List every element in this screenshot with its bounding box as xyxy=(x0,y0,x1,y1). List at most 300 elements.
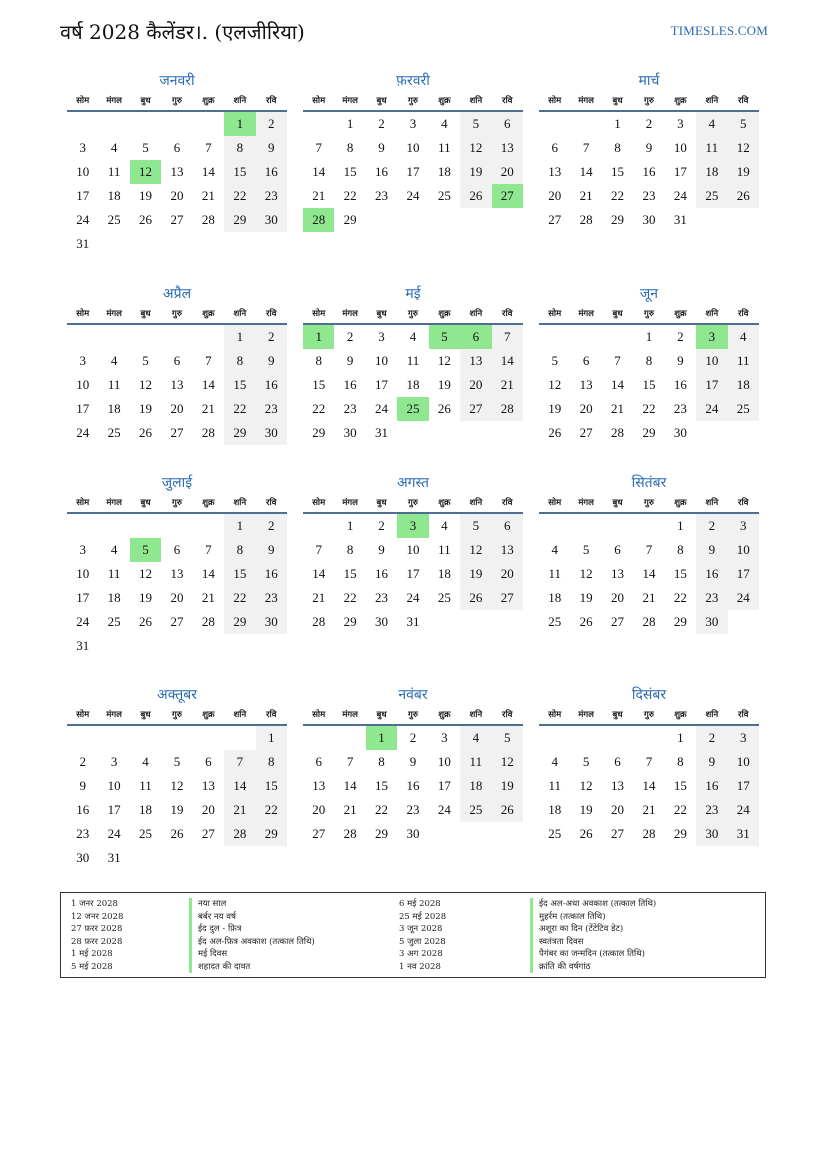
day-cell: 18 xyxy=(437,566,451,581)
day-cell: 20 xyxy=(492,160,523,184)
day-cell: 27 xyxy=(492,586,523,610)
day-cell: 10 xyxy=(728,750,759,774)
day-cell: 14 xyxy=(312,164,326,179)
day-cell: 12 xyxy=(437,353,451,368)
day-cell: 30 xyxy=(696,610,727,634)
weekday-label: शुक्र xyxy=(674,96,687,106)
day-cell: 21 xyxy=(224,798,255,822)
day-cell: 19 xyxy=(460,562,491,586)
day-cell: 15 xyxy=(673,566,687,581)
day-cell: 27 xyxy=(170,212,184,227)
day-cell: 14 xyxy=(201,164,215,179)
day-cell: 24 xyxy=(728,586,759,610)
day-cell: 6 xyxy=(173,353,181,368)
day-cell: 7 xyxy=(315,140,322,155)
day-cell: 9 xyxy=(256,349,287,373)
day-cell: 24 xyxy=(375,401,389,416)
month-block xyxy=(67,70,287,256)
empty-day-cell xyxy=(98,726,129,750)
month-block xyxy=(67,684,287,870)
day-cell: 1 xyxy=(645,329,653,344)
weekday-label: सोम xyxy=(312,498,326,508)
day-cell: 22 xyxy=(343,590,357,605)
weekday-label: सोम xyxy=(548,96,562,106)
day-cell: 17 xyxy=(728,562,759,586)
day-cell: 15 xyxy=(256,774,287,798)
day-cell: 30 xyxy=(343,425,357,440)
day-cell: 1 xyxy=(256,726,287,750)
day-cell: 25 xyxy=(437,590,451,605)
day-cell: 25 xyxy=(437,188,451,203)
month-name: जुलाई xyxy=(161,475,193,491)
weekday-label: गुरु xyxy=(644,96,654,106)
day-cell: 8 xyxy=(645,353,653,368)
day-cell: 15 xyxy=(673,778,687,793)
day-cell: 20 xyxy=(611,590,625,605)
weekday-header xyxy=(303,92,523,112)
empty-day-cell xyxy=(67,514,98,538)
day-cell: 20 xyxy=(201,802,215,817)
day-cell: 12 xyxy=(460,538,491,562)
day-cell: 28 xyxy=(642,614,656,629)
empty-day-cell xyxy=(570,514,601,538)
day-cell: 7 xyxy=(205,353,212,368)
weekday-label: गुरु xyxy=(172,710,182,720)
day-cell: 27 xyxy=(611,614,625,629)
day-cell: 14 xyxy=(579,164,593,179)
holiday-day-cell: 25 xyxy=(397,397,428,421)
empty-day-cell xyxy=(98,325,129,349)
weekday-label: गुरु xyxy=(644,710,654,720)
weekday-label: मंगल xyxy=(342,96,358,106)
day-cell: 11 xyxy=(139,778,152,793)
day-cell: 18 xyxy=(437,164,451,179)
legend-holiday-name: अशूरा का दिन (टेंटेटिव डेट) xyxy=(530,923,623,936)
day-cell: 23 xyxy=(76,826,90,841)
weekday-header xyxy=(539,494,759,514)
day-cell: 31 xyxy=(76,236,90,251)
day-cell: 17 xyxy=(76,401,90,416)
day-cell: 29 xyxy=(343,614,357,629)
day-cell: 16 xyxy=(406,778,420,793)
holiday-day-cell: 6 xyxy=(460,325,491,349)
weekday-label: रवि xyxy=(738,710,749,720)
day-cell: 17 xyxy=(673,164,687,179)
legend-holiday-name: बर्बर नय वर्ष xyxy=(189,911,236,924)
day-cell: 7 xyxy=(645,754,653,769)
weekday-header xyxy=(67,706,287,726)
day-cell: 31 xyxy=(673,212,687,227)
day-cell: 29 xyxy=(312,425,326,440)
month-name: अप्रैल xyxy=(162,286,192,302)
day-cell: 11 xyxy=(438,542,451,557)
day-cell: 14 xyxy=(642,778,656,793)
day-cell: 16 xyxy=(76,802,90,817)
day-cell: 4 xyxy=(460,726,491,750)
weekday-label: मंगल xyxy=(342,498,358,508)
day-cell: 17 xyxy=(696,373,727,397)
day-cell: 26 xyxy=(579,826,593,841)
day-cell: 2 xyxy=(677,329,684,344)
day-cell: 12 xyxy=(139,377,153,392)
weekday-label: मंगल xyxy=(578,498,594,508)
weekday-label: रवि xyxy=(738,96,749,106)
day-cell: 9 xyxy=(696,538,727,562)
day-cell: 28 xyxy=(201,425,215,440)
days-grid xyxy=(303,112,523,232)
day-cell: 17 xyxy=(437,778,451,793)
weekday-header xyxy=(303,305,523,325)
month-name: जनवरी xyxy=(159,73,195,89)
day-cell: 20 xyxy=(312,802,326,817)
day-cell: 20 xyxy=(611,802,625,817)
holiday-day-cell: 5 xyxy=(429,325,460,349)
day-cell: 3 xyxy=(441,730,448,745)
weekday-label: रवि xyxy=(738,309,749,319)
day-cell: 21 xyxy=(201,401,215,416)
day-cell: 8 xyxy=(614,140,621,155)
weekday-label: शनि xyxy=(233,309,247,319)
day-cell: 2 xyxy=(256,112,287,136)
day-cell: 11 xyxy=(406,353,420,368)
day-cell: 18 xyxy=(460,774,491,798)
day-cell: 20 xyxy=(170,188,184,203)
weekday-label: गुरु xyxy=(408,498,418,508)
day-cell: 30 xyxy=(642,212,656,227)
month-name: फ़रवरी xyxy=(396,73,430,89)
weekday-label: सोम xyxy=(76,309,90,319)
empty-day-cell xyxy=(539,726,570,750)
day-cell: 4 xyxy=(696,112,727,136)
day-cell: 8 xyxy=(677,542,684,557)
weekday-label: गुरु xyxy=(172,96,182,106)
holiday-day-cell: 28 xyxy=(303,208,334,232)
weekday-label: शनि xyxy=(705,710,719,720)
day-cell: 7 xyxy=(224,750,255,774)
days-grid xyxy=(539,112,759,232)
day-cell: 25 xyxy=(696,184,727,208)
day-cell: 10 xyxy=(728,538,759,562)
day-cell: 21 xyxy=(579,188,593,203)
weekday-label: गुरु xyxy=(408,96,418,106)
day-cell: 8 xyxy=(346,542,354,557)
weekday-label: बुध xyxy=(376,710,387,720)
day-cell: 19 xyxy=(139,401,153,416)
day-cell: 23 xyxy=(696,586,727,610)
day-cell: 27 xyxy=(170,614,184,629)
empty-day-cell xyxy=(193,325,224,349)
day-cell: 29 xyxy=(673,614,687,629)
day-cell: 20 xyxy=(548,188,562,203)
day-cell: 9 xyxy=(696,750,727,774)
day-cell: 22 xyxy=(256,798,287,822)
day-cell: 12 xyxy=(579,566,593,581)
day-cell: 15 xyxy=(224,160,255,184)
day-cell: 11 xyxy=(696,136,727,160)
day-cell: 19 xyxy=(437,377,451,392)
empty-day-cell xyxy=(130,726,161,750)
day-cell: 17 xyxy=(76,188,90,203)
weekday-label: सोम xyxy=(548,498,562,508)
legend-holiday-name: ईद अल-फ़ित्र अवकाश (तत्काल तिथि) xyxy=(189,936,315,949)
day-cell: 10 xyxy=(375,353,389,368)
month-block xyxy=(303,70,523,232)
day-cell: 17 xyxy=(375,377,389,392)
day-cell: 10 xyxy=(673,140,687,155)
day-cell: 30 xyxy=(76,850,90,865)
day-cell: 14 xyxy=(224,774,255,798)
weekday-label: शुक्र xyxy=(674,309,687,319)
day-cell: 7 xyxy=(614,353,621,368)
day-cell: 15 xyxy=(224,373,255,397)
site-link[interactable]: TIMESLES.COM xyxy=(670,23,768,38)
day-cell: 15 xyxy=(642,377,656,392)
day-cell: 7 xyxy=(645,542,653,557)
day-cell: 26 xyxy=(139,212,153,227)
day-cell: 26 xyxy=(437,401,451,416)
days-grid xyxy=(67,112,287,256)
day-cell: 29 xyxy=(642,425,656,440)
legend-holiday-name: पैगंबर का जन्मदिन (तत्काल तिथि) xyxy=(530,948,645,961)
day-cell: 22 xyxy=(642,401,656,416)
day-cell: 21 xyxy=(492,373,523,397)
month-name: सितंबर xyxy=(631,475,667,491)
days-grid xyxy=(303,325,523,445)
day-cell: 21 xyxy=(642,590,656,605)
day-cell: 12 xyxy=(579,778,593,793)
empty-day-cell xyxy=(98,514,129,538)
day-cell: 28 xyxy=(343,826,357,841)
day-cell: 26 xyxy=(139,425,153,440)
day-cell: 4 xyxy=(441,116,448,131)
day-cell: 5 xyxy=(142,353,149,368)
day-cell: 5 xyxy=(492,726,523,750)
day-cell: 3 xyxy=(677,116,684,131)
day-cell: 6 xyxy=(173,140,181,155)
day-cell: 29 xyxy=(224,208,255,232)
day-cell: 3 xyxy=(110,754,118,769)
legend-holiday-name: शहादत की दावत xyxy=(189,961,250,974)
day-cell: 23 xyxy=(256,397,287,421)
month-block xyxy=(303,472,523,634)
day-cell: 6 xyxy=(492,112,523,136)
day-cell: 31 xyxy=(406,614,420,629)
legend-date: 5 जुला 2028 xyxy=(399,936,446,947)
day-cell: 21 xyxy=(611,401,625,416)
empty-day-cell xyxy=(161,325,192,349)
weekday-label: रवि xyxy=(266,96,277,106)
day-cell: 22 xyxy=(224,586,255,610)
day-cell: 14 xyxy=(312,566,326,581)
day-cell: 19 xyxy=(548,401,562,416)
day-cell: 3 xyxy=(378,329,385,344)
day-cell: 11 xyxy=(107,377,121,392)
day-cell: 29 xyxy=(343,212,357,227)
legend-date: 5 मई 2028 xyxy=(71,961,113,972)
legend-holiday-name: मुहर्रम (तत्काल तिथि) xyxy=(530,911,606,924)
weekday-label: सोम xyxy=(312,309,326,319)
day-cell: 13 xyxy=(312,778,326,793)
day-cell: 19 xyxy=(460,160,491,184)
day-cell: 28 xyxy=(224,822,255,846)
day-cell: 15 xyxy=(375,778,389,793)
weekday-header xyxy=(67,305,287,325)
day-cell: 9 xyxy=(346,353,354,368)
weekday-label: रवि xyxy=(502,498,513,508)
day-cell: 18 xyxy=(696,160,727,184)
month-name: अगस्त xyxy=(396,475,429,491)
day-cell: 17 xyxy=(107,802,121,817)
weekday-label: शनि xyxy=(469,710,483,720)
day-cell: 23 xyxy=(256,184,287,208)
day-cell: 30 xyxy=(256,610,287,634)
weekday-label: मंगल xyxy=(342,710,358,720)
day-cell: 11 xyxy=(438,140,451,155)
day-cell: 5 xyxy=(582,754,590,769)
day-cell: 25 xyxy=(728,397,759,421)
day-cell: 21 xyxy=(642,802,656,817)
legend-date: 3 अग 2028 xyxy=(399,949,443,959)
day-cell: 25 xyxy=(548,614,562,629)
day-cell: 25 xyxy=(548,826,562,841)
weekday-label: मंगल xyxy=(106,498,122,508)
day-cell: 10 xyxy=(696,349,727,373)
holiday-legend xyxy=(60,892,766,978)
day-cell: 17 xyxy=(728,774,759,798)
day-cell: 28 xyxy=(492,397,523,421)
day-cell: 10 xyxy=(406,542,420,557)
day-cell: 12 xyxy=(728,136,759,160)
empty-day-cell xyxy=(98,112,129,136)
weekday-label: बुध xyxy=(612,309,623,319)
day-cell: 28 xyxy=(642,826,656,841)
day-cell: 9 xyxy=(256,538,287,562)
day-cell: 16 xyxy=(375,566,389,581)
month-block xyxy=(539,70,759,232)
day-cell: 2 xyxy=(378,116,385,131)
day-cell: 28 xyxy=(579,212,593,227)
empty-day-cell xyxy=(67,112,98,136)
days-grid xyxy=(67,726,287,870)
day-cell: 8 xyxy=(315,353,322,368)
day-cell: 24 xyxy=(76,212,90,227)
day-cell: 8 xyxy=(224,136,255,160)
day-cell: 29 xyxy=(611,212,625,227)
day-cell: 31 xyxy=(76,638,90,653)
day-cell: 14 xyxy=(492,349,523,373)
empty-day-cell xyxy=(539,514,570,538)
day-cell: 28 xyxy=(201,212,215,227)
day-cell: 10 xyxy=(76,164,90,179)
day-cell: 2 xyxy=(409,730,417,745)
day-cell: 13 xyxy=(492,538,523,562)
day-cell: 10 xyxy=(107,778,121,793)
weekday-label: बुध xyxy=(140,498,151,508)
day-cell: 5 xyxy=(551,353,558,368)
day-cell: 17 xyxy=(406,164,420,179)
day-cell: 21 xyxy=(201,188,215,203)
empty-day-cell xyxy=(303,514,334,538)
day-cell: 23 xyxy=(696,798,727,822)
month-block xyxy=(539,283,759,445)
weekday-header xyxy=(67,92,287,112)
day-cell: 18 xyxy=(107,590,121,605)
weekday-label: मंगल xyxy=(578,309,594,319)
day-cell: 26 xyxy=(170,826,184,841)
holiday-day-cell: 27 xyxy=(492,184,523,208)
weekday-label: शुक्र xyxy=(674,498,687,508)
day-cell: 12 xyxy=(492,750,523,774)
empty-day-cell xyxy=(67,325,98,349)
days-grid xyxy=(67,514,287,658)
day-cell: 9 xyxy=(409,754,417,769)
empty-day-cell xyxy=(602,514,633,538)
day-cell: 2 xyxy=(378,518,385,533)
empty-day-cell xyxy=(161,726,192,750)
weekday-label: शुक्र xyxy=(438,96,451,106)
day-cell: 28 xyxy=(611,425,625,440)
day-cell: 9 xyxy=(645,140,653,155)
empty-day-cell xyxy=(67,726,98,750)
day-cell: 26 xyxy=(492,798,523,822)
day-cell: 13 xyxy=(170,164,184,179)
days-grid xyxy=(303,514,523,634)
day-cell: 22 xyxy=(673,802,687,817)
weekday-label: बुध xyxy=(140,309,151,319)
day-cell: 22 xyxy=(312,401,326,416)
empty-day-cell xyxy=(303,726,334,750)
day-cell: 25 xyxy=(460,798,491,822)
day-cell: 21 xyxy=(312,188,326,203)
day-cell: 15 xyxy=(224,562,255,586)
empty-day-cell xyxy=(570,726,601,750)
day-cell: 17 xyxy=(76,590,90,605)
weekday-label: मंगल xyxy=(578,710,594,720)
day-cell: 16 xyxy=(673,377,687,392)
month-block xyxy=(303,283,523,445)
empty-day-cell xyxy=(570,325,601,349)
day-cell: 4 xyxy=(142,754,149,769)
day-cell: 2 xyxy=(79,754,86,769)
day-cell: 7 xyxy=(205,140,212,155)
day-cell: 27 xyxy=(460,397,491,421)
day-cell: 3 xyxy=(79,140,86,155)
day-cell: 1 xyxy=(677,730,684,745)
day-cell: 8 xyxy=(346,140,354,155)
day-cell: 10 xyxy=(76,566,90,581)
day-cell: 24 xyxy=(76,614,90,629)
day-cell: 1 xyxy=(346,518,354,533)
day-cell: 30 xyxy=(256,208,287,232)
day-cell: 10 xyxy=(406,140,420,155)
day-cell: 11 xyxy=(107,566,121,581)
day-cell: 18 xyxy=(548,802,562,817)
legend-holiday-name: ईद दुल - फ़ित्र xyxy=(189,923,241,936)
legend-date: 25 मई 2028 xyxy=(399,911,447,922)
day-cell: 19 xyxy=(139,590,153,605)
day-cell: 8 xyxy=(224,349,255,373)
day-cell: 30 xyxy=(256,421,287,445)
day-cell: 26 xyxy=(460,586,491,610)
day-cell: 14 xyxy=(642,566,656,581)
day-cell: 14 xyxy=(611,377,625,392)
day-cell: 16 xyxy=(256,562,287,586)
day-cell: 2 xyxy=(645,116,653,131)
weekday-label: शुक्र xyxy=(202,498,215,508)
day-cell: 15 xyxy=(611,164,625,179)
legend-date: 12 जनर 2028 xyxy=(71,911,124,922)
month-block xyxy=(539,684,759,846)
